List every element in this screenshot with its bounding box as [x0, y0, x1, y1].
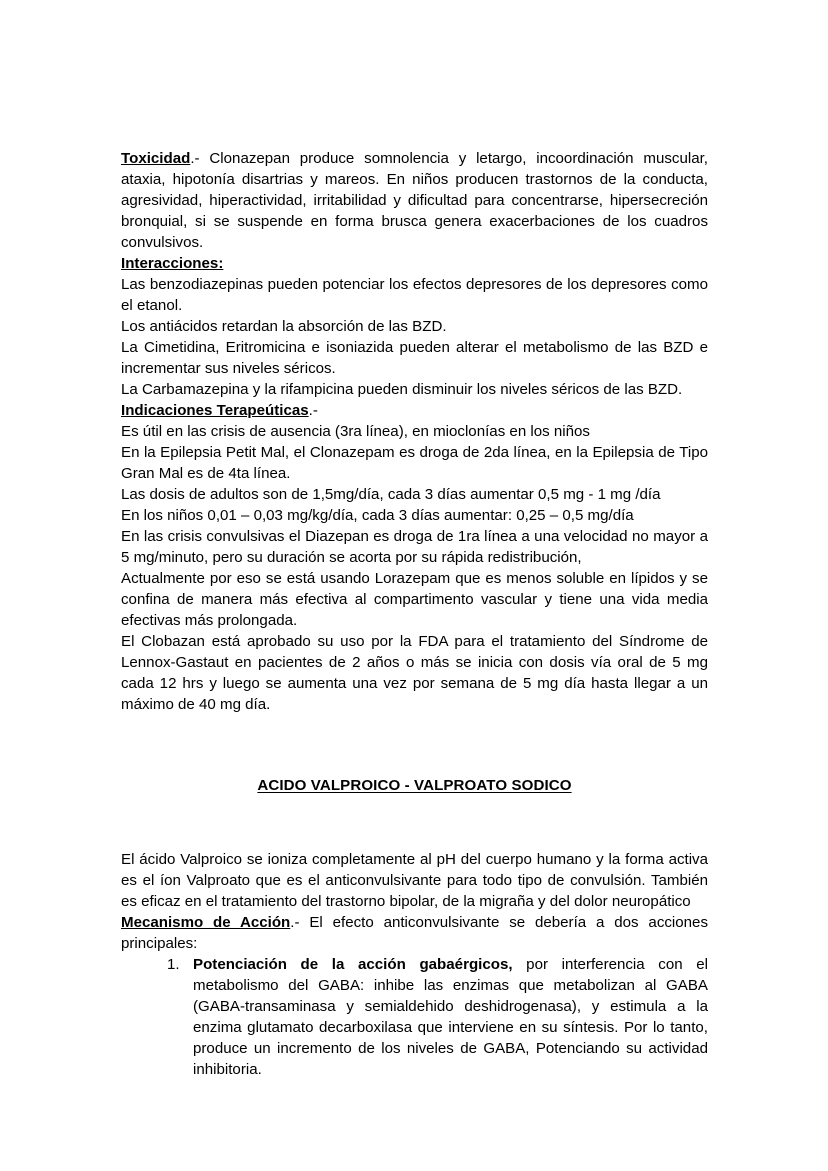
section-heading-indicaciones	[121, 400, 708, 421]
paragraph-indicaciones-4: En los niños 0,01 – 0,03 mg/kg/día, cada 3 días aumentar: 0,25 – 0,5 mg/día	[121, 507, 634, 524]
paragraph-indicaciones-6: Actualmente por eso se está usando Lorazepam que es menos soluble en lípidos y se confina de manera más efectiva al compartimento vascular y tiene una vida media efectivas más prolongada.	[121, 570, 708, 629]
paragraph-interacciones-2: Los antiácidos retardan la absorción de las BZD.	[121, 318, 447, 335]
section-toxicidad	[121, 148, 708, 253]
paragraph-valproico-intro: El ácido Valproico se ioniza completamente al pH del cuerpo humano y la forma activa es el íon Valproato que es el anticonvulsivante para todo tipo de convulsión. También es eficaz en el tratamiento del trastorno bipolar, de la migraña y del dolor neuropático	[121, 851, 708, 910]
paragraph-indicaciones-2: En la Epilepsia Petit Mal, el Clonazepam es droga de 2da línea, en la Epilepsia de Tipo Gran Mal es de 4ta línea.	[121, 444, 708, 482]
list-item-lead: Potenciación de la acción gabaérgicos,	[193, 956, 513, 973]
list-item	[121, 954, 708, 1080]
list-item-text: por interferencia con el metabolismo del GABA: inhibe las enzimas que metabolizan al GABA (GABA-transaminasa y semialdehido deshidrogenasa), y estimula a la enzima glutamato decarboxilasa que interviene en su síntesis. Por lo tanto, produce un incremento de los niveles de GABA, Potenciando su actividad inhibitoria.	[193, 956, 709, 1078]
heading-mecanismo-suffix: .-	[290, 914, 300, 931]
section-mecanismo	[121, 912, 708, 954]
mechanism-list	[121, 954, 708, 1080]
heading-indicaciones-suffix: .-	[308, 402, 318, 419]
paragraph-indicaciones-3: Las dosis de adultos son de 1,5mg/día, cada 3 días aumentar 0,5 mg - 1 mg /día	[121, 486, 661, 503]
spacer-before-title	[121, 715, 708, 775]
spacer-after-title	[121, 796, 708, 849]
paragraph-interacciones-4: La Carbamazepina y la rifampicina pueden disminuir los niveles séricos de las BZD.	[121, 381, 683, 398]
paragraph-interacciones-1: Las benzodiazepinas pueden potenciar los efectos depresores de los depresores como el etanol.	[121, 276, 708, 314]
list-item-marker: 1.	[167, 956, 180, 973]
paragraph-indicaciones-7: El Clobazan está aprobado su uso por la FDA para el tratamiento del Síndrome de Lennox-Gastaut en pacientes de 2 años o más se inicia con dosis vía oral de 5 mg cada 12 hrs y luego se aumenta una vez por semana de 5 mg día hasta llegar a un máximo de 40 mg día.	[121, 633, 708, 713]
heading-indicaciones: Indicaciones Terapeúticas	[121, 402, 309, 419]
section-heading-interacciones	[121, 253, 708, 274]
paragraph-indicaciones-1: Es útil en las crisis de ausencia (3ra línea), en mioclonías en los niños	[121, 423, 590, 440]
heading-toxicidad: Toxicidad	[121, 150, 191, 167]
paragraph-indicaciones-5: En las crisis convulsivas el Diazepan es droga de 1ra línea a una velocidad no mayor a 5 mg/minuto, pero su duración se acorta por su rápida redistribución,	[121, 528, 708, 566]
page-title: ACIDO VALPROICO - VALPROATO SODICO	[257, 777, 572, 794]
heading-toxicidad-suffix: .-	[190, 150, 200, 167]
paragraph-interacciones-3: La Cimetidina, Eritromicina e isoniazida pueden alterar el metabolismo de las BZD e incrementar sus niveles séricos.	[121, 339, 708, 377]
document-body	[121, 148, 708, 1080]
paragraph-mecanismo-body: El efecto anticonvulsivante se debería a dos acciones principales:	[121, 914, 708, 952]
heading-mecanismo: Mecanismo de Acción	[121, 914, 291, 931]
paragraph-toxicidad-body: Clonazepan produce somnolencia y letargo, incoordinación muscular, ataxia, hipotonía disartrias y mareos. En niños producen trastornos de la conducta, agresividad, hiperactividad, irritabilidad y dificultad para concentrarse, hipersecreción bronquial, si se suspende en forma brusca genera exacerbaciones de los cuadros convulsivos.	[121, 150, 708, 251]
heading-interacciones: Interacciones:	[121, 255, 224, 272]
